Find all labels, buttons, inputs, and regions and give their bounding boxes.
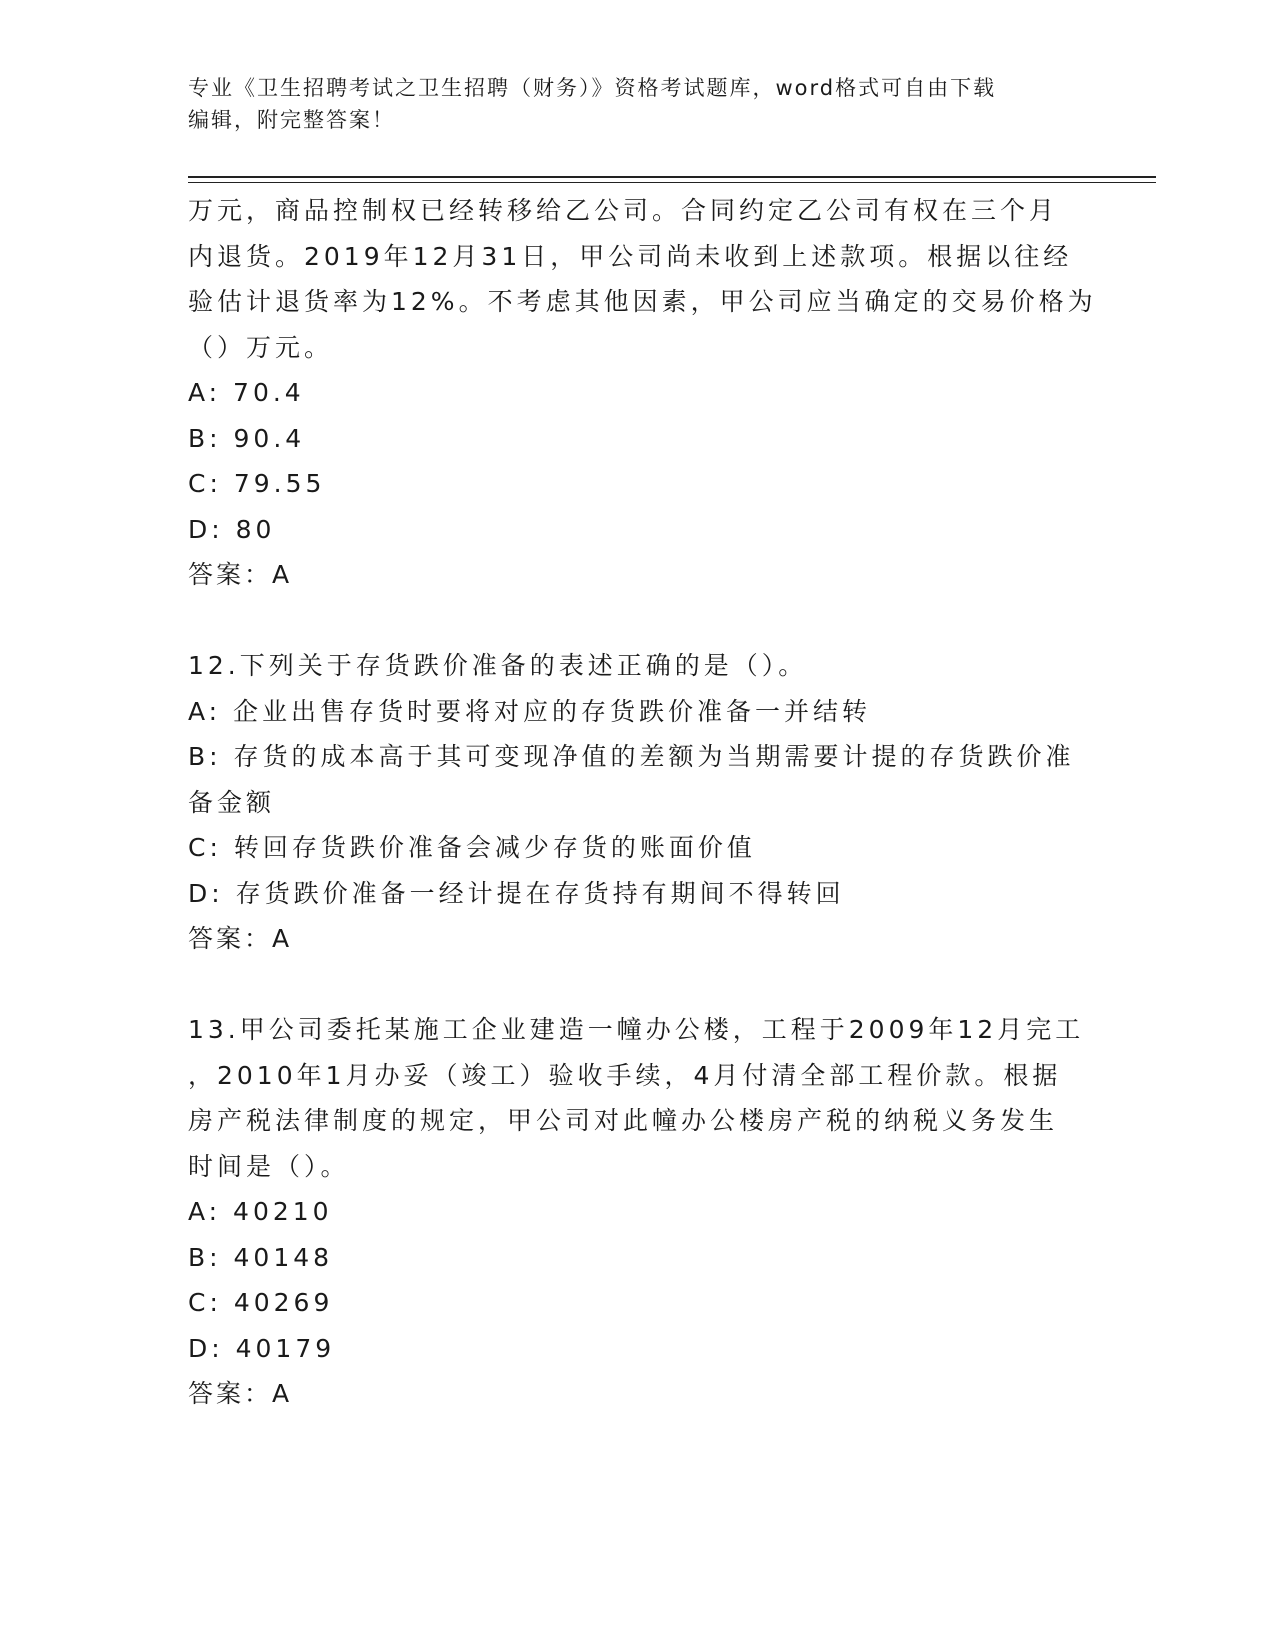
- option-d: D: 40179: [188, 1333, 336, 1363]
- answer-line: 答案：A: [188, 1379, 293, 1408]
- question-text-line: （）万元。: [188, 332, 334, 362]
- question-block: [188, 643, 1088, 962]
- option-b: B: 存货的成本高于其可变现净值的差额为当期需要计提的存货跌价准: [188, 742, 1075, 771]
- question-list: [188, 188, 1097, 1417]
- question-text-line: 验估计退货率为12%。不考虑其他因素，甲公司应当确定的交易价格为: [188, 287, 1097, 316]
- header-title-line: 编辑，附完整答案！: [188, 108, 395, 132]
- question-text-line: 12.下列关于存货跌价准备的表述正确的是（）。: [188, 651, 808, 680]
- option-b: B: 40148: [188, 1242, 334, 1272]
- option-d: D: 80: [188, 514, 276, 544]
- question-block: [188, 188, 1097, 598]
- question-text-line: 13.甲公司委托某施工企业建造一幢办公楼，工程于2009年12月完工: [188, 1015, 1085, 1044]
- option-a: A: 企业出售存货时要将对应的存货跌价准备一并结转: [188, 696, 872, 726]
- question-block: [188, 1007, 1088, 1417]
- question-text-line: ，2010年1月办妥（竣工）验收手续，4月付清全部工程价款。根据: [188, 1060, 1062, 1090]
- question-text-line: 万元，商品控制权已经转移给乙公司。合同约定乙公司有权在三个月: [188, 196, 1059, 225]
- question-text-line: 内退货。2019年12月31日，甲公司尚未收到上述款项。根据以往经: [188, 241, 1073, 271]
- option-a: A: 40210: [188, 1197, 333, 1226]
- option-b-continued: 备金额: [188, 787, 276, 817]
- header-divider: [188, 176, 1156, 178]
- spacer: [188, 598, 1088, 644]
- spacer: [188, 962, 1088, 1008]
- option-c: C: 79.55: [188, 469, 326, 498]
- header-divider: [188, 182, 1156, 183]
- option-b: B: 90.4: [188, 423, 306, 453]
- option-c: C: 转回存货跌价准备会减少存货的账面价值: [188, 833, 756, 862]
- question-text-line: 房产税法律制度的规定，甲公司对此幢办公楼房产税的纳税义务发生: [188, 1106, 1059, 1135]
- answer-line: 答案：A: [188, 560, 293, 589]
- question-text-line: 时间是（）。: [188, 1151, 350, 1181]
- answer-line: 答案：A: [188, 924, 293, 953]
- page-header: [188, 72, 1088, 136]
- header-title-line: 专业《卫生招聘考试之卫生招聘（财务）》资格考试题库，word格式可自由下载: [188, 76, 997, 100]
- option-c: C: 40269: [188, 1288, 334, 1317]
- option-a: A: 70.4: [188, 378, 305, 407]
- option-d: D: 存货跌价准备一经计提在存货持有期间不得转回: [188, 878, 845, 908]
